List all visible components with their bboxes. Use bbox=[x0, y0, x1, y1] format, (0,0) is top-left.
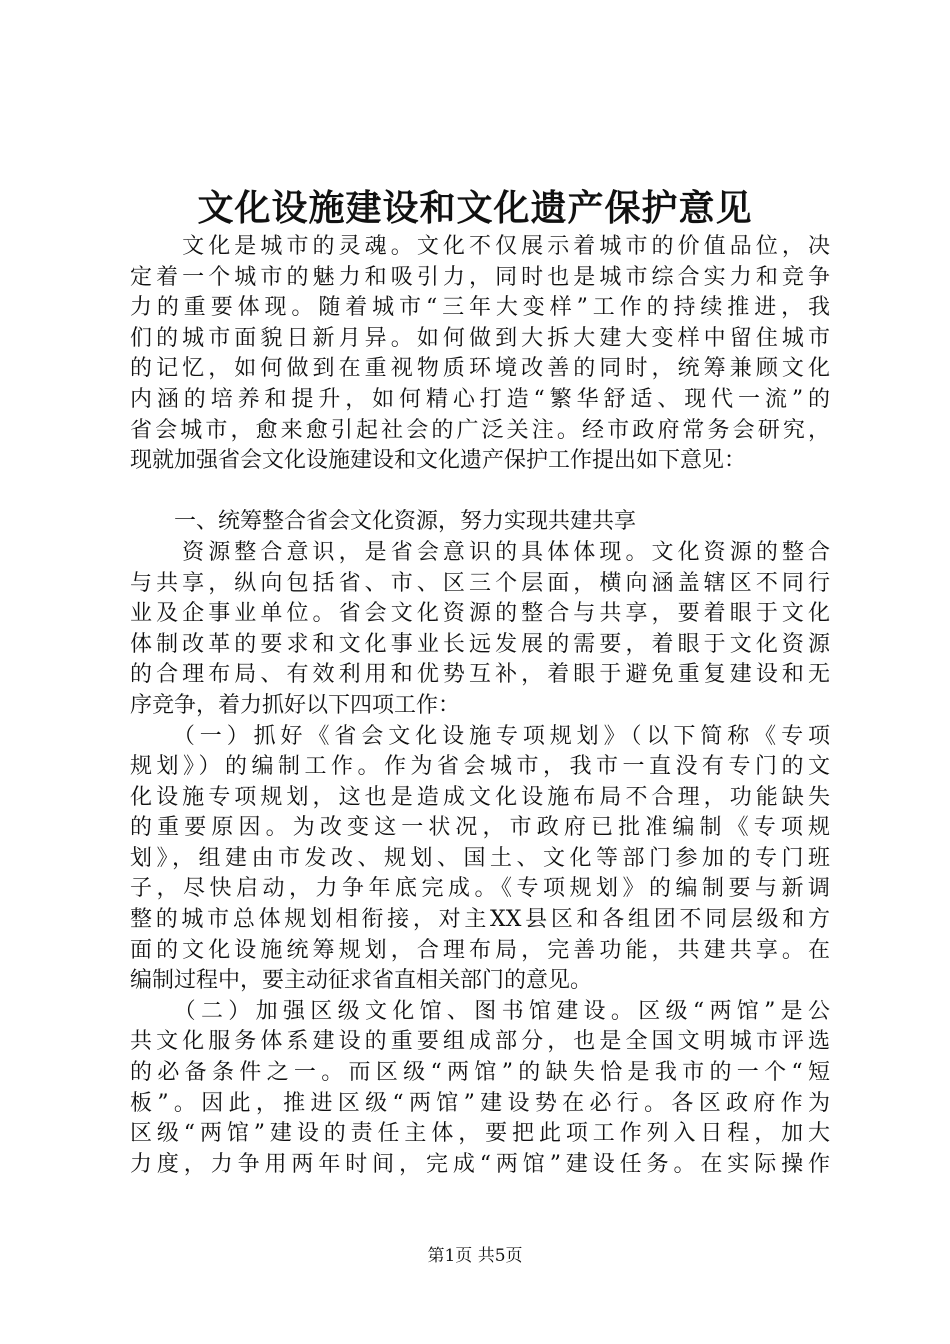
text-line: 力的重要体现。随着城市“三年大变样”工作的持续推进，我 bbox=[130, 295, 830, 321]
text-line: 业及企事业单位。省会文化资源的整合与共享，要着眼于文化 bbox=[130, 601, 830, 627]
text-line: 定着一个城市的魅力和吸引力，同时也是城市综合实力和竞争 bbox=[130, 264, 830, 290]
text-line: （一）抓好《省会文化设施专项规划》（以下简称《专项 bbox=[130, 723, 830, 749]
text-line: 的合理布局、有效利用和优势互补，着眼于避免重复建设和无 bbox=[130, 662, 830, 688]
text-line: 序竞争，着力抓好以下四项工作： bbox=[130, 692, 461, 718]
document-title: 文化设施建设和文化遗产保护意见 bbox=[197, 187, 753, 229]
text-line: 力度，力争用两年时间，完成“两馆”建设任务。在实际操作 bbox=[130, 1151, 830, 1177]
text-line: 文化是城市的灵魂。文化不仅展示着城市的价值品位，决 bbox=[130, 234, 830, 259]
text-line: 板”。因此，推进区级“两馆”建设势在必行。各区政府作为 bbox=[130, 1090, 830, 1116]
text-line: 的必备条件之一。而区级“两馆”的缺失恰是我市的一个“短 bbox=[130, 1060, 830, 1086]
text-line: 们的城市面貌日新月异。如何做到大拆大建大变样中留住城市 bbox=[130, 325, 830, 351]
text-line: 共文化服务体系建设的重要组成部分，也是全国文明城市评选 bbox=[130, 1029, 830, 1055]
text-line: 内涵的培养和提升，如何精心打造“繁华舒适、现代一流”的 bbox=[130, 386, 830, 412]
text-line: 整的城市总体规划相衔接，对主XX县区和各组团不同层级和方 bbox=[130, 907, 830, 933]
paragraph-gap bbox=[130, 477, 830, 508]
text-line: 子，尽快启动，力争年底完成。《专项规划》的编制要与新调 bbox=[130, 876, 830, 902]
text-line: 一、统筹整合省会文化资源，努力实现共建共享 bbox=[130, 509, 637, 535]
text-line: 体制改革的要求和文化事业长远发展的需要，着眼于文化资源 bbox=[130, 631, 830, 657]
text-line: 区级“两馆”建设的责任主体，要把此项工作列入日程，加大 bbox=[130, 1121, 830, 1147]
text-line: （二）加强区级文化馆、图书馆建设。区级“两馆”是公 bbox=[130, 998, 830, 1024]
text-line: 省会城市，愈来愈引起社会的广泛关注。经市政府常务会研究， bbox=[130, 417, 830, 443]
text-line: 规划》）的编制工作。作为省会城市，我市一直没有专门的文 bbox=[130, 754, 830, 780]
text-line: 与共享，纵向包括省、市、区三个层面，横向涵盖辖区不同行 bbox=[130, 570, 830, 596]
text-line: 资源整合意识，是省会意识的具体体现。文化资源的整合 bbox=[130, 539, 830, 565]
text-line: 的重要原因。为改变这一状况，市政府已批准编制《专项规 bbox=[130, 815, 830, 841]
text-line: 的记忆，如何做到在重视物质环境改善的同时，统筹兼顾文化 bbox=[130, 356, 830, 382]
text-line: 面的文化设施统筹规划，合理布局，完善功能，共建共享。在 bbox=[130, 937, 830, 963]
text-line: 化设施专项规划，这也是造成文化设施布局不合理，功能缺失 bbox=[130, 784, 830, 810]
document-body bbox=[130, 232, 830, 1180]
text-line: 编制过程中，要主动征求省直相关部门的意见。 bbox=[130, 968, 593, 994]
page-footer: 第1页 共5页 bbox=[427, 1246, 523, 1266]
text-line: 现就加强省会文化设施建设和文化遗产保护工作提出如下意见： bbox=[130, 448, 747, 474]
text-line: 划》，组建由市发改、规划、国土、文化等部门参加的专门班 bbox=[130, 845, 830, 871]
